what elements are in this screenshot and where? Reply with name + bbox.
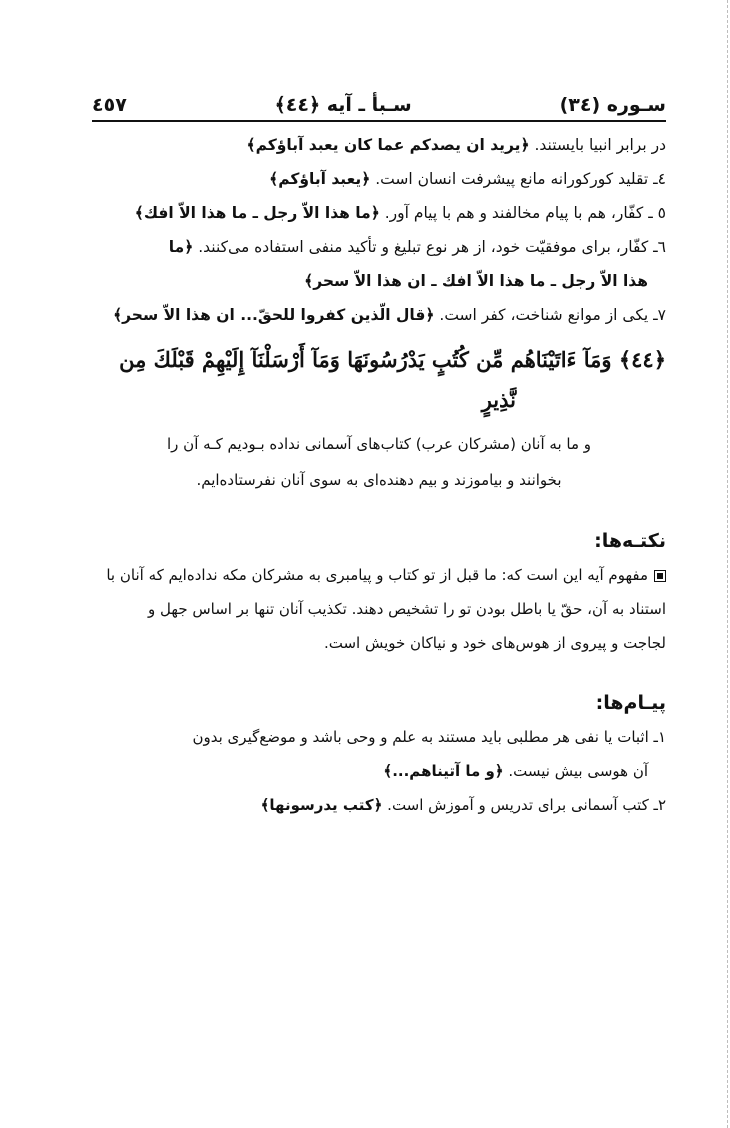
message-line: ١ـ اثبات يا نفى هر مطلبى بايد مستند به علم و وحى باشد و موضع‌گيرى بدون	[192, 728, 666, 746]
note-paragraph	[92, 558, 666, 660]
messages-list	[92, 720, 666, 822]
message-line: ٢ـ كتب آسمانى براى تدريس و آموزش است. ﴿كتب يدرسونها﴾	[260, 796, 666, 814]
quran-quote: ﴿و ما آتيناهم...﴾	[383, 762, 504, 780]
text-line	[92, 298, 666, 332]
line-text: ٦ـ كفّار، براى موفقيّت خود، از هر نوع تبليغ و تأكيد منفى استفاده مى‌كنند.	[193, 238, 666, 256]
surah-verse-title: سـبأ ـ آيه ﴿٤٤﴾	[274, 94, 412, 116]
surah-number: سـوره (٣٤)	[559, 94, 666, 116]
quran-quote: ﴿قال الّذين كفروا للحقّ... ان هذا الاّ سحر﴾	[113, 306, 435, 324]
note-line: استناد به آن، حقّ يا باطل بودن تو را تشخيص دهند. تكذيب آنان تنها بر اساس جهل و	[148, 600, 666, 618]
line-text: ٥ ـ كفّار، هم با پيام مخالفند و هم با پيام آور.	[379, 204, 666, 222]
note-line: لجاجت و پيروى از هوس‌هاى خود و نياكان خويش است.	[323, 634, 666, 652]
verse-line: ﴿٤٤﴾ وَمَآ ءَاتَيْنَاهُم مِّن كُتُبٍ يَدْرُسُونَهَا وَمَآ أَرْسَلْنَآ إِلَيْهِمْ قَبْلَكَ مِن	[119, 347, 666, 372]
text-line	[92, 162, 666, 196]
header-rule	[92, 120, 666, 122]
page-header	[92, 86, 666, 116]
quran-quote: ﴿ما	[168, 238, 194, 256]
quran-quote: ﴿كتب يدرسونها﴾	[260, 796, 383, 814]
message-line: آن هوسى بيش نيست. ﴿و ما آتيناهم...﴾	[383, 762, 648, 780]
text-line	[92, 128, 666, 162]
notes-heading: نكتـه‌ها:	[594, 530, 666, 552]
quran-quote: هذا الاّ رجل ـ ما هذا الاّ افك ـ ان هذا الاّ سحر﴾	[304, 272, 648, 290]
quran-quote: ﴿يريد ان يصدكم عما كان يعبد آباؤكم﴾	[246, 136, 530, 154]
quran-verse	[92, 340, 666, 420]
page-number: ٤٥٧	[92, 94, 127, 116]
square-bullet-icon	[654, 570, 666, 582]
note-line: مفهوم آيه اين است كه: ما قبل از تو كتاب و پيامبرى به مشركان مكه نداده‌ايم كه آنان با	[92, 558, 666, 592]
messages-heading: پيـام‌ها:	[595, 692, 666, 714]
page-edge-fold	[726, 0, 728, 1128]
translation-line: و ما به آنان (مشركان عرب) كتاب‌هاى آسمانى نداده بـوديم كـه آن را	[167, 435, 591, 453]
text-line	[92, 230, 666, 264]
line-text: در برابر انبيا بايستند.	[529, 136, 666, 154]
quran-quote: ﴿يعبد آباؤكم﴾	[269, 170, 371, 188]
verse-translation	[92, 426, 666, 498]
text-line	[92, 264, 666, 298]
translation-line: بخوانند و بياموزند و بيم دهنده‌اى به سوى آنان نفرستاده‌ايم.	[196, 471, 562, 489]
line-text: ٤ـ تقليد كوركورانه مانع پيشرفت انسان است.	[370, 170, 666, 188]
page-content	[92, 128, 666, 822]
text-line	[92, 196, 666, 230]
verse-line: نَّذِيرٍ	[481, 387, 516, 412]
line-text: ٧ـ يكى از موانع شناخت، كفر است.	[434, 306, 666, 324]
quran-quote: ﴿ما هذا الاّ رجل ـ ما هذا الاّ افك﴾	[134, 204, 380, 222]
